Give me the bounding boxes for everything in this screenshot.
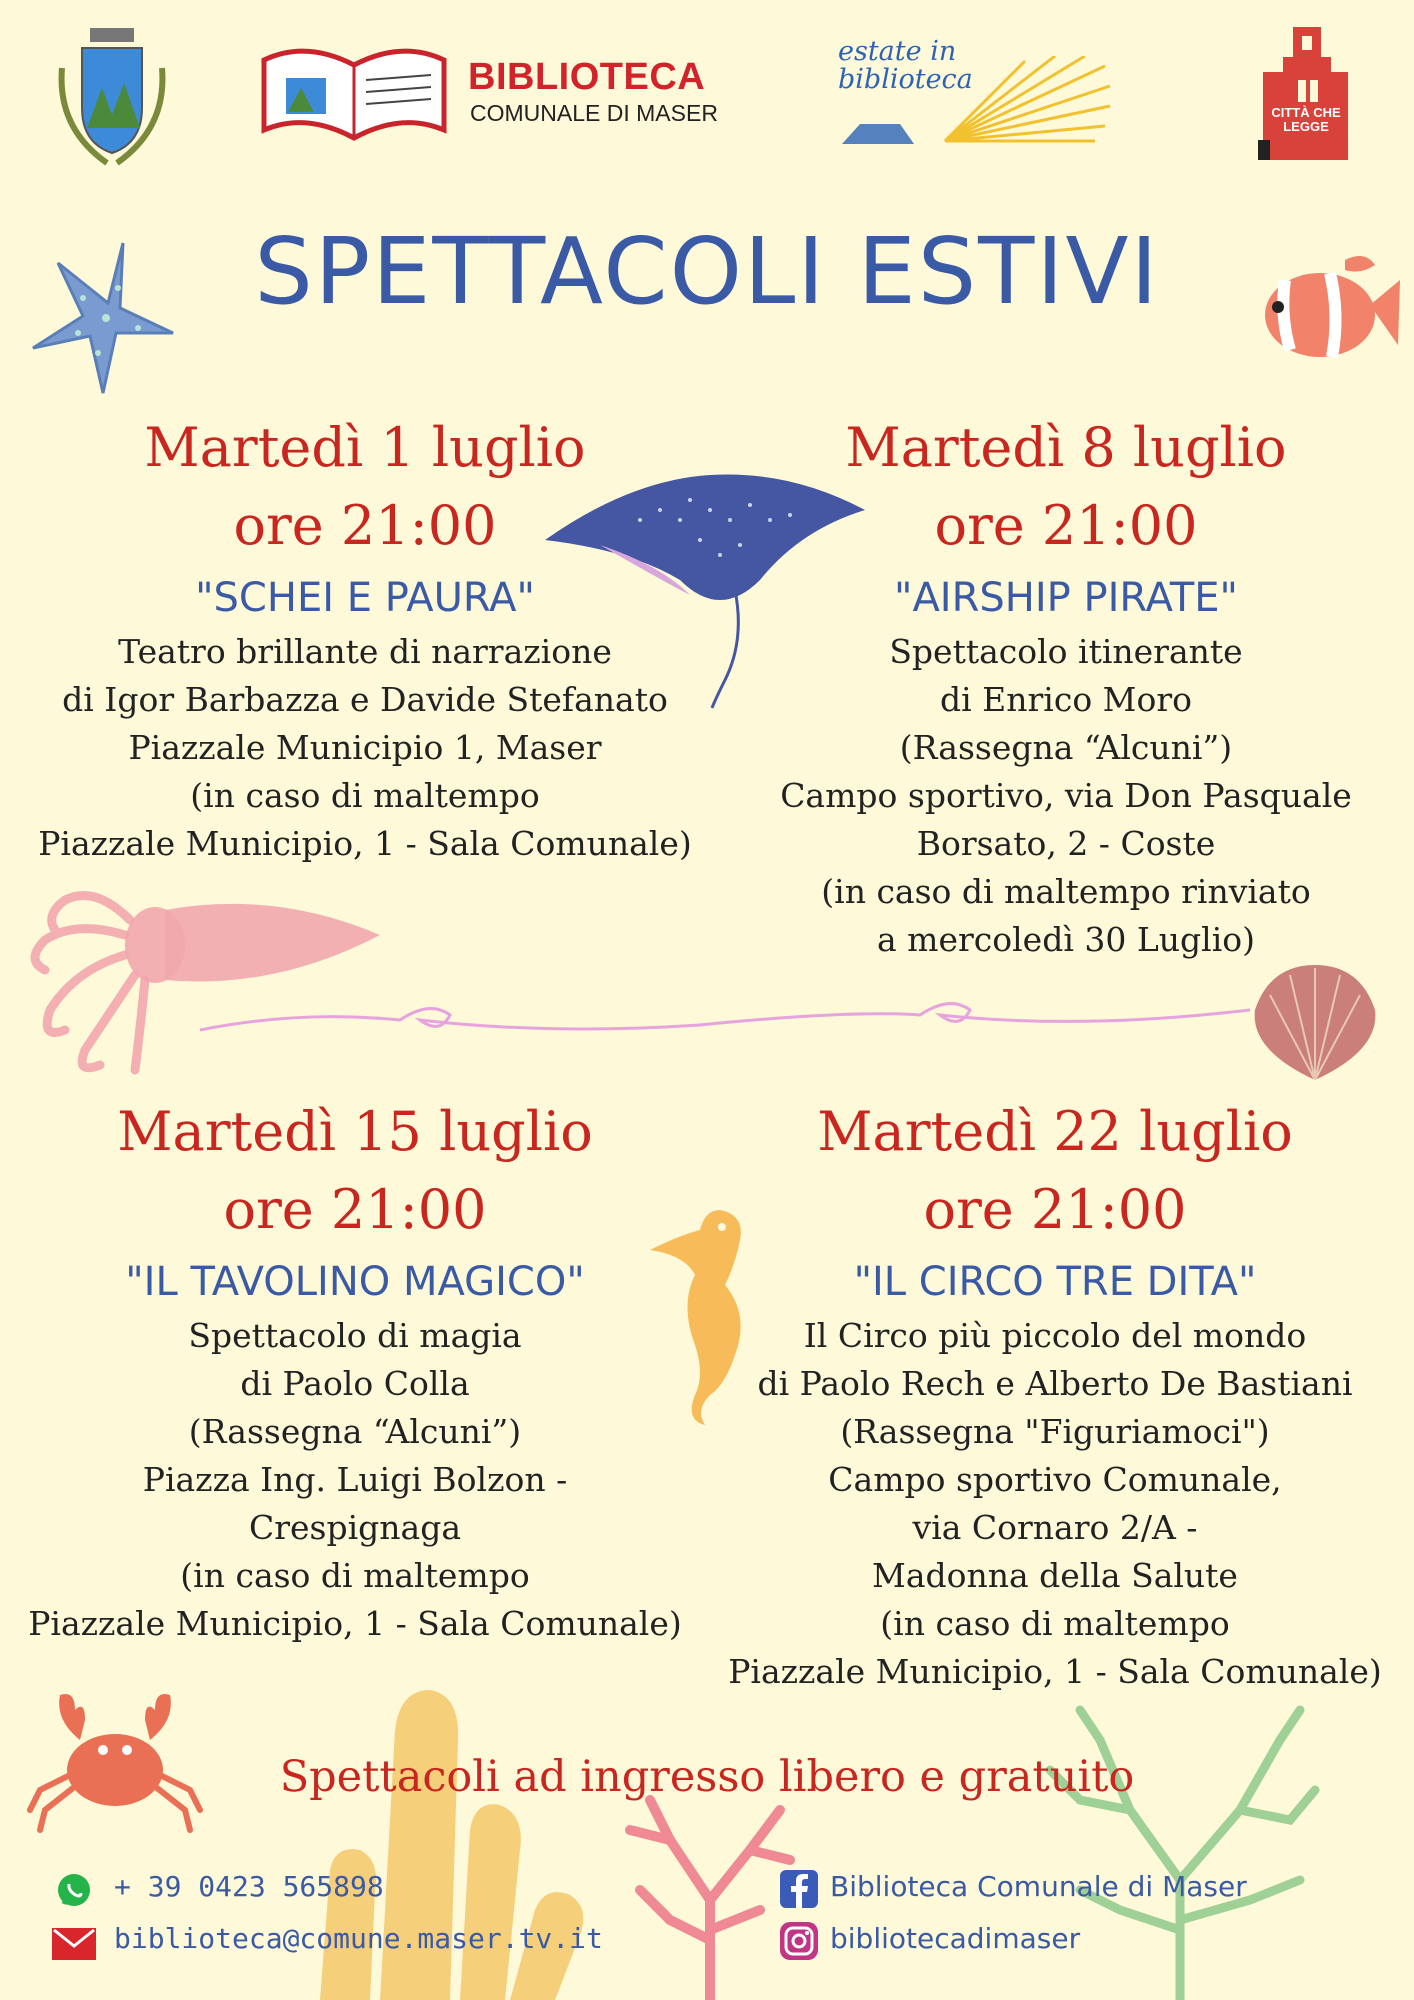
instagram-icon: [780, 1922, 818, 1960]
phone-number[interactable]: + 39 0423 565898: [114, 1870, 384, 1903]
network-logo-icon: [840, 120, 916, 148]
event-detail: Spettacolo itinerante: [889, 632, 1243, 671]
free-entry-note: Spettacoli ad ingresso libero e gratuito: [279, 1752, 1135, 1802]
estate-in-biblioteca-logo-text: estate in biblioteca: [838, 36, 973, 95]
event-detail: di Igor Barbazza e Davide Stefanato: [62, 680, 668, 719]
wavy-divider: [200, 990, 1250, 1050]
green-coral-icon: [1040, 1700, 1320, 2000]
event-date: Martedì 22 luglio: [817, 1100, 1293, 1163]
event-time: ore 21:00: [934, 494, 1198, 557]
event-name: "IL CIRCO TRE DITA": [853, 1259, 1257, 1305]
citta-che-legge-label: CITTÀ CHE LEGGE: [1271, 105, 1341, 134]
event-detail: (in caso di maltempo: [190, 776, 540, 815]
open-book-icon: [256, 40, 452, 144]
event-detail: Campo sportivo Comunale,: [828, 1460, 1282, 1499]
event-detail: Piazzale Municipio 1, Maser: [128, 728, 602, 767]
event-detail: (in caso di maltempo: [880, 1604, 1230, 1643]
event-detail: (Rassegna "Figuriamoci"): [840, 1412, 1270, 1451]
email-icon: [52, 1928, 96, 1960]
event-detail: a mercoledì 30 Luglio): [877, 920, 1255, 959]
event-detail: di Enrico Moro: [940, 680, 1192, 719]
event-date: Martedì 8 luglio: [845, 416, 1287, 479]
library-title: BIBLIOTECA: [468, 56, 706, 98]
scallop-shell-icon: [1245, 960, 1385, 1090]
event-name: "SCHEI E PAURA": [195, 575, 535, 621]
event-1: [20, 412, 710, 868]
event-detail: Borsato, 2 - Coste: [916, 824, 1216, 863]
event-time: ore 21:00: [233, 494, 497, 557]
event-time: ore 21:00: [223, 1178, 487, 1241]
event-detail: (in caso di maltempo: [180, 1556, 530, 1595]
event-detail: Campo sportivo, via Don Pasquale: [780, 776, 1352, 815]
facebook-link[interactable]: Biblioteca Comunale di Maser: [830, 1870, 1247, 1903]
sunburst-book-icon: [915, 56, 1115, 146]
event-detail: Piazzale Municipio, 1 - Sala Comunale): [728, 1652, 1382, 1691]
event-detail: Madonna della Salute: [872, 1556, 1238, 1595]
coat-of-arms-icon: [52, 28, 172, 170]
event-detail: Teatro brillante di narrazione: [118, 632, 612, 671]
library-subtitle: COMUNALE DI MASER: [470, 100, 718, 126]
event-detail: Il Circo più piccolo del mondo: [803, 1316, 1307, 1355]
event-detail: Piazza Ing. Luigi Bolzon -: [142, 1460, 568, 1499]
citta-che-legge-icon: [1258, 22, 1358, 162]
event-detail: di Paolo Rech e Alberto De Bastiani: [757, 1364, 1353, 1403]
event-date: Martedì 15 luglio: [117, 1100, 593, 1163]
event-name: "IL TAVOLINO MAGICO": [125, 1259, 585, 1305]
event-detail: (Rassegna “Alcuni”): [188, 1412, 522, 1451]
whatsapp-icon: [56, 1872, 92, 1908]
instagram-link[interactable]: bibliotecadimaser: [830, 1922, 1081, 1955]
event-detail: Spettacolo di magia: [188, 1316, 522, 1355]
event-name: "AIRSHIP PIRATE": [894, 575, 1238, 621]
page-title: SPETTACOLI ESTIVI: [254, 218, 1160, 325]
event-3: [10, 1096, 700, 1648]
event-detail: di Paolo Colla: [240, 1364, 470, 1403]
event-detail: via Cornaro 2/A -: [912, 1508, 1198, 1547]
email-link[interactable]: biblioteca@comune.maser.tv.it: [114, 1922, 603, 1955]
event-detail: (in caso di maltempo rinviato: [821, 872, 1311, 911]
event-4: [710, 1096, 1400, 1696]
event-2: [740, 412, 1392, 964]
facebook-icon: [780, 1870, 818, 1908]
event-detail: Piazzale Municipio, 1 - Sala Comunale): [28, 1604, 682, 1643]
event-detail: Piazzale Municipio, 1 - Sala Comunale): [38, 824, 692, 863]
squid-icon: [15, 880, 385, 1080]
event-detail: (Rassegna “Alcuni”): [899, 728, 1233, 767]
event-time: ore 21:00: [923, 1178, 1187, 1241]
event-detail: Crespignaga: [248, 1508, 462, 1547]
event-date: Martedì 1 luglio: [144, 416, 586, 479]
